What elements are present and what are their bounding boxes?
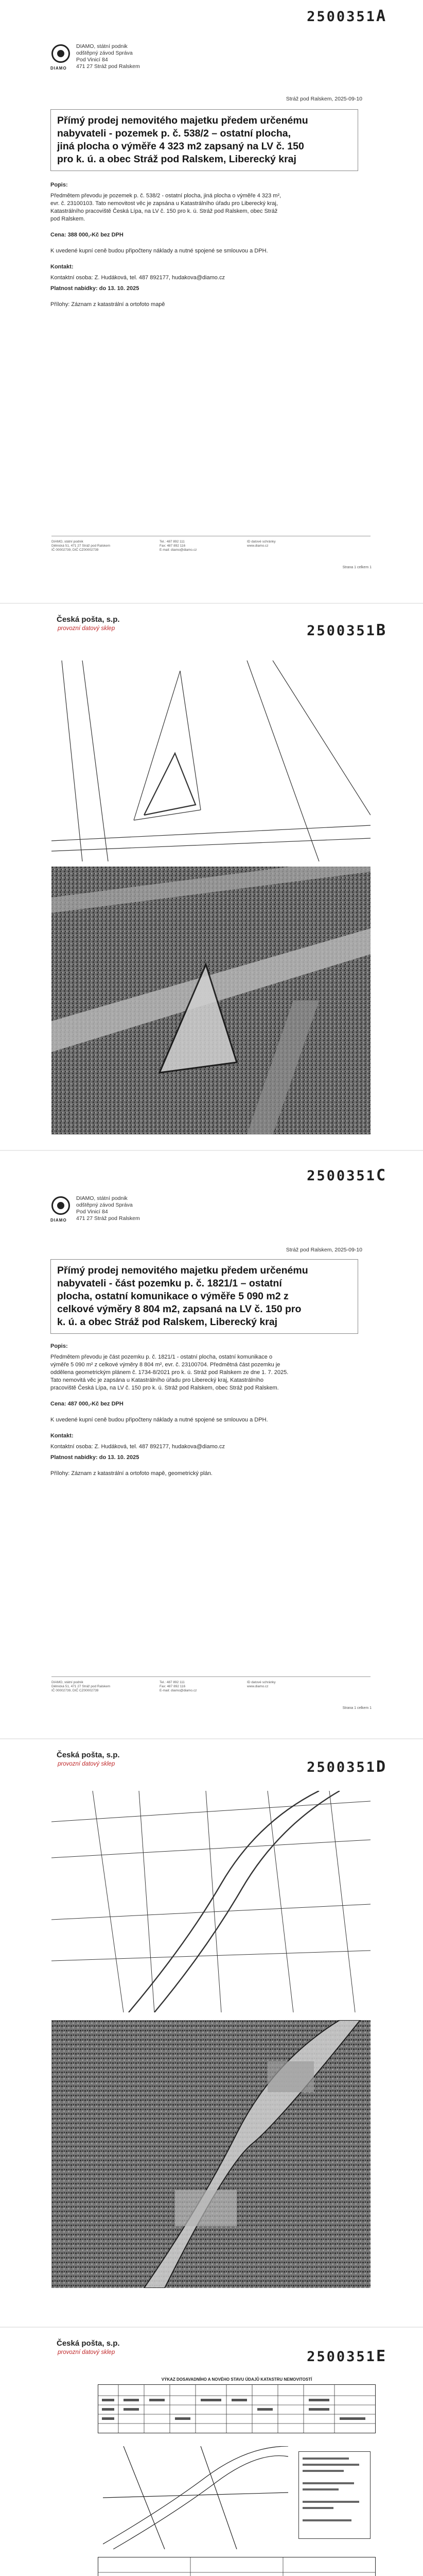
offer-body <box>50 181 359 317</box>
survey-legend <box>298 2451 371 2539</box>
page-number: Strana 1 celkem 1 <box>342 566 372 569</box>
cadastral-map <box>51 1791 371 2012</box>
document-date: Stráž pod Ralskem, 2025-09-10 <box>286 1247 362 1253</box>
logo-word: DIAMO <box>50 1218 67 1223</box>
barcode-stamp: 2500351B <box>307 621 387 639</box>
survey-table <box>98 2384 376 2433</box>
survey-footer-table <box>98 2557 376 2576</box>
footer-rule <box>51 1676 371 1677</box>
contact-person: Kontaktní osoba: Z. Hudáková, tel. 487 892177, hudakova@diamo.cz <box>50 1444 225 1450</box>
footer-web: ID datové schránky www.diamo.cz <box>247 1681 276 1688</box>
geometric-plan-sketch <box>103 2446 288 2549</box>
diamo-logo-icon <box>51 1196 70 1215</box>
footer-company: DIAMO, státní podnik Dělnická 51, 471 27 Stráž pod Ralskem IČ 00002739, DIČ CZ00002739 <box>51 1681 111 1692</box>
company-name: Česká pošta, s.p. <box>57 615 120 624</box>
company-subtitle: provozní datový sklep <box>58 2349 115 2355</box>
sender-address: DIAMO, státní podnik odštěpný závod Správa Pod Vinicí 84 471 27 Stráž pod Ralskem <box>76 1195 140 1222</box>
attachments: Přílohy: Záznam z katastrální a ortofoto mapě <box>50 301 165 308</box>
document-date: Stráž pod Ralskem, 2025-09-10 <box>286 96 362 102</box>
document-page-5 <box>0 2328 423 2576</box>
footer-contacts: Tel.: 487 892 111 Fax: 487 892 116 E-mail: diamo@diamo.cz <box>160 1681 197 1692</box>
offer-title: Přímý prodej nemovitého majetku předem určenému nabyvateli - část pozemku p. č. 1821/1 – ostatní plocha, ostatní komunikace o výměře 5 090 m2 z celkové výměry 8 804 m2, zapsaná na LV č. 150 pro k. ú. a obec Stráž pod Ralskem, Liberecký kraj <box>50 1259 358 1334</box>
company-name: Česká pošta, s.p. <box>57 2339 120 2348</box>
document-page-4 <box>0 1739 423 2327</box>
popis-label: Popis: <box>50 1343 68 1349</box>
offer-validity: Platnost nabídky: do 13. 10. 2025 <box>50 285 139 292</box>
kontakt-label: Kontakt: <box>50 1433 74 1439</box>
company-subtitle: provozní datový sklep <box>58 1761 115 1767</box>
contact-person: Kontaktní osoba: Z. Hudáková, tel. 487 892177, hudakova@diamo.cz <box>50 275 225 281</box>
survey-table-title: VÝKAZ DOSAVADNÍHO A NOVÉHO STAVU ÚDAJŮ KATASTRU NEMOVITOSTÍ <box>161 2377 312 2382</box>
dph-note: K uvedené kupní ceně budou připočteny náklady a nutné spojené se smlouvou a DPH. <box>50 248 268 254</box>
document-page-3 <box>0 1151 423 1738</box>
orthophoto-map <box>51 2020 371 2288</box>
document-page-1 <box>0 0 423 603</box>
footer-contacts: Tel.: 487 892 111 Fax: 487 892 116 E-mail: diamo@diamo.cz <box>160 540 197 552</box>
price: Cena: 388 000,-Kč bez DPH <box>50 232 124 238</box>
orthophoto-map <box>51 867 371 1134</box>
popis-text: Předmětem převodu je pozemek p. č. 538/2 - ostatní plocha, jiná plocha o výměře 4 323 m², evr. č. 23100103. Tato nemovitost věc je zapsána u Katastrálního úřadu pro Liberecký kraj, Katastrálního pracoviště Česká Lípa, na LV č. 150 pro k. ú. Stráž pod Ralskem, obec Stráž pod Ralskem. <box>50 193 281 222</box>
footer-company: DIAMO, státní podnik Dělnická 51, 471 27 Stráž pod Ralskem IČ 00002739, DIČ CZ00002739 <box>51 540 111 552</box>
company-name: Česká pošta, s.p. <box>57 1751 120 1759</box>
page-number: Strana 1 celkem 1 <box>342 1706 372 1710</box>
cadastral-map <box>51 660 371 861</box>
barcode-stamp: 2500351A <box>307 7 387 25</box>
kontakt-label: Kontakt: <box>50 264 74 270</box>
offer-title: Přímý prodej nemovitého majetku předem určenému nabyvateli - pozemek p. č. 538/2 – ostatní plocha, jiná plocha o výměře 4 323 m2 zapsaný na LV č. 150 pro k. ú. a obec Stráž pod Ralskem, Liberecký kraj <box>50 109 358 171</box>
barcode-stamp: 2500351C <box>307 1166 387 1184</box>
document-page-2 <box>0 604 423 1150</box>
offer-body <box>50 1343 359 1486</box>
logo-word: DIAMO <box>50 66 67 71</box>
footer-web: ID datové schránky www.diamo.cz <box>247 540 276 548</box>
company-subtitle: provozní datový sklep <box>58 625 115 632</box>
offer-validity: Platnost nabídky: do 13. 10. 2025 <box>50 1454 139 1461</box>
barcode-stamp: 2500351E <box>307 2347 387 2365</box>
popis-label: Popis: <box>50 182 68 188</box>
attachments: Přílohy: Záznam z katastrální a ortofoto mapě, geometrický plán. <box>50 1470 213 1477</box>
popis-text: Předmětem převodu je část pozemku p. č. 1821/1 - ostatní plocha, ostatní komunikace o výměře 5 090 m² z celkové výměry 8 804 m², evr. č. 23100704. Předmětná část pozemku je oddělena geometrickým plánem č. 1734-8/2021 pro k. ú. Stráž pod Ralskem ze dne 1. 7. 2025. Tato nemovitá věc je zapsána u Katastrálního úřadu pro Liberecký kraj, Katastrálního pracoviště Česká Lípa, na LV č. 150 pro k. ú. Stráž pod Ralskem, obec Stráž pod Ralskem. <box>50 1354 289 1391</box>
price: Cena: 487 000,-Kč bez DPH <box>50 1401 124 1407</box>
diamo-logo-icon <box>51 44 70 63</box>
dph-note: K uvedené kupní ceně budou připočteny náklady a nutné spojené se smlouvou a DPH. <box>50 1417 268 1423</box>
barcode-stamp: 2500351D <box>307 1758 387 1776</box>
sender-address: DIAMO, státní podnik odštěpný závod Správa Pod Vinicí 84 471 27 Stráž pod Ralskem <box>76 43 140 70</box>
